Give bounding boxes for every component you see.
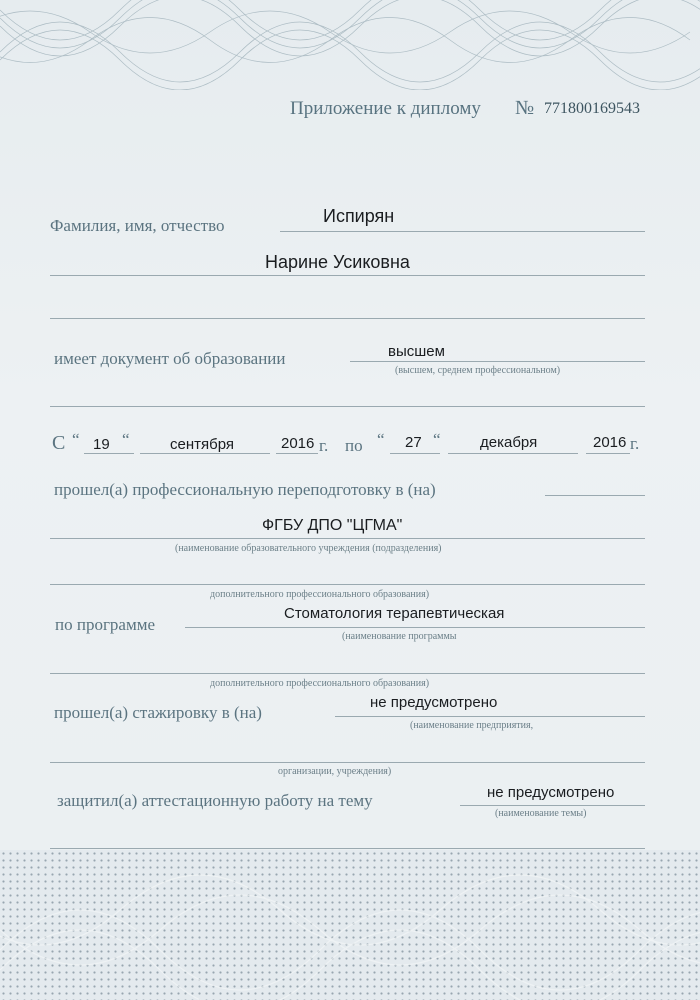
education-line bbox=[350, 361, 645, 362]
internship-caption-2: организации, учреждения) bbox=[278, 766, 392, 777]
blank-line-final bbox=[50, 848, 645, 849]
date-from-year-line bbox=[276, 453, 318, 454]
date-to-day-line bbox=[390, 453, 440, 454]
guilloche-top-ornament bbox=[0, 0, 700, 90]
date-from-month-line bbox=[140, 453, 270, 454]
fio-given-names: Нарине Усиковна bbox=[265, 252, 410, 272]
education-level: высшем bbox=[388, 343, 445, 360]
date-to-year: 2016 bbox=[593, 434, 627, 451]
thesis-label: защитил(а) аттестационную работу на тему bbox=[57, 791, 373, 810]
date-to-month: декабря bbox=[480, 434, 538, 451]
internship-line-1 bbox=[335, 716, 645, 717]
blank-line-1 bbox=[50, 406, 645, 407]
retraining-line-2 bbox=[50, 538, 645, 539]
date-from-open-quote: “ bbox=[72, 430, 80, 449]
date-from-year: 2016 bbox=[281, 435, 315, 452]
education-label: имеет документ об образовании bbox=[54, 349, 286, 368]
appendix-title: Приложение к диплому bbox=[290, 98, 481, 119]
program-line-1 bbox=[185, 627, 645, 628]
thesis-caption: (наименование темы) bbox=[495, 808, 587, 819]
fio-surname: Испирян bbox=[323, 206, 395, 226]
date-from-prefix: С bbox=[52, 432, 66, 454]
date-to-year-suffix: г. bbox=[630, 434, 640, 453]
date-to-year-line bbox=[586, 453, 630, 454]
date-from-day: 19 bbox=[93, 436, 110, 453]
internship-place: не предусмотрено bbox=[370, 694, 498, 711]
date-to-day: 27 bbox=[405, 434, 422, 451]
diploma-number: 771800169543 bbox=[544, 100, 640, 117]
date-from-close-quote: “ bbox=[122, 430, 130, 449]
date-to-close-quote: “ bbox=[433, 430, 441, 449]
program-name: Стоматология терапевтическая bbox=[284, 605, 505, 622]
program-line-2 bbox=[50, 673, 645, 674]
internship-label: прошел(а) стажировку в (на) bbox=[54, 703, 262, 722]
thesis-line bbox=[460, 805, 645, 806]
date-to-month-line bbox=[448, 453, 578, 454]
fio-line-1 bbox=[280, 231, 645, 232]
program-caption-1: (наименование программы bbox=[342, 631, 457, 642]
fio-line-3 bbox=[50, 318, 645, 319]
date-from-year-suffix: г. bbox=[319, 436, 329, 455]
date-to-open-quote: “ bbox=[377, 430, 385, 449]
program-caption-2: дополнительного профессионального образования) bbox=[210, 678, 430, 689]
retraining-line-3 bbox=[50, 584, 645, 585]
guilloche-bottom-ornament bbox=[0, 850, 700, 1000]
thesis-topic: не предусмотрено bbox=[487, 784, 615, 801]
education-caption: (высшем, среднем профессиональном) bbox=[395, 365, 561, 376]
internship-caption-1: (наименование предприятия, bbox=[410, 720, 534, 731]
number-sign: № bbox=[515, 97, 535, 119]
fio-label: Фамилия, имя, отчество bbox=[50, 216, 225, 235]
retraining-line-1 bbox=[545, 495, 645, 496]
internship-line-2 bbox=[50, 762, 645, 763]
retraining-caption-2: дополнительного профессионального образования) bbox=[210, 589, 430, 600]
date-separator: по bbox=[345, 436, 363, 455]
retraining-institution: ФГБУ ДПО "ЦГМА" bbox=[262, 517, 403, 534]
retraining-label: прошел(а) профессиональную переподготовку в (на) bbox=[54, 480, 436, 499]
program-label: по программе bbox=[55, 615, 156, 634]
fio-line-2 bbox=[50, 275, 645, 276]
date-from-day-line bbox=[84, 453, 134, 454]
date-from-month: сентября bbox=[170, 436, 235, 453]
retraining-caption-1: (наименование образовательного учреждения (подразделения) bbox=[175, 543, 442, 554]
